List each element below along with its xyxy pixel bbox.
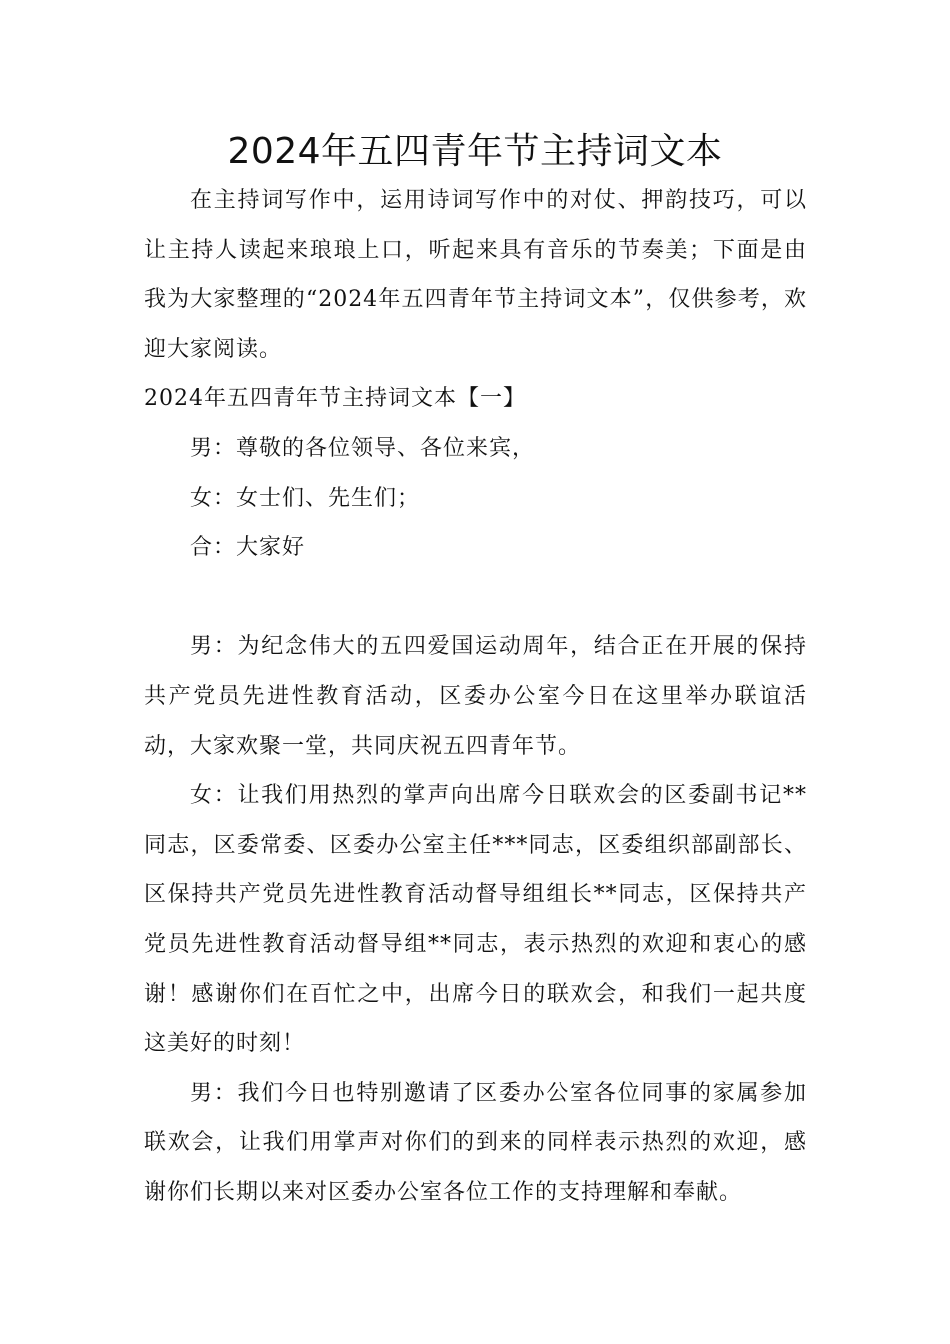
dialogue-line: 女：女士们、先生们； <box>190 485 421 511</box>
dialogue-paragraph: 男：为纪念伟大的五四爱国运动周年，结合正在开展的保持共产党员先进性教育活动，区委办公室今日在这里举办联谊活动，大家欢聚一堂，共同庆祝五四青年节。 <box>144 634 807 759</box>
document-body <box>144 176 807 1217</box>
dialogue-line: 男：尊敬的各位领导、各位来宾， <box>190 435 536 461</box>
document-title: 2024年五四青年节主持词文本 <box>227 131 723 172</box>
dialogue-paragraph: 女：让我们用热烈的掌声向出席今日联欢会的区委副书记**同志，区委常委、区委办公室主任***同志，区委组织部副部长、区保持共产党员先进性教育活动督导组组长**同志，区保持共产党员先进性教育活动督导组**同志，表示热烈的欢迎和衷心的感谢！感谢你们在百忙之中，出席今日的联欢会，和我们一起共度这美好的时刻！ <box>144 783 807 1057</box>
blank-line <box>144 573 807 623</box>
dialogue-paragraph: 男：我们今日也特别邀请了区委办公室各位同事的家属参加联欢会，让我们用掌声对你们的到来的同样表示热烈的欢迎，感谢你们长期以来对区委办公室各位工作的支持理解和奉献。 <box>144 1080 807 1205</box>
dialogue-line: 合：大家好 <box>190 535 306 561</box>
section-heading: 2024年五四青年节主持词文本【一】 <box>144 386 526 412</box>
intro-paragraph: 在主持词写作中，运用诗词写作中的对仗、押韵技巧，可以让主持人读起来琅琅上口，听起来具有音乐的节奏美；下面是由我为大家整理的“2024年五四青年节主持词文本”，仅供参考，欢迎大家阅读。 <box>144 188 807 362</box>
